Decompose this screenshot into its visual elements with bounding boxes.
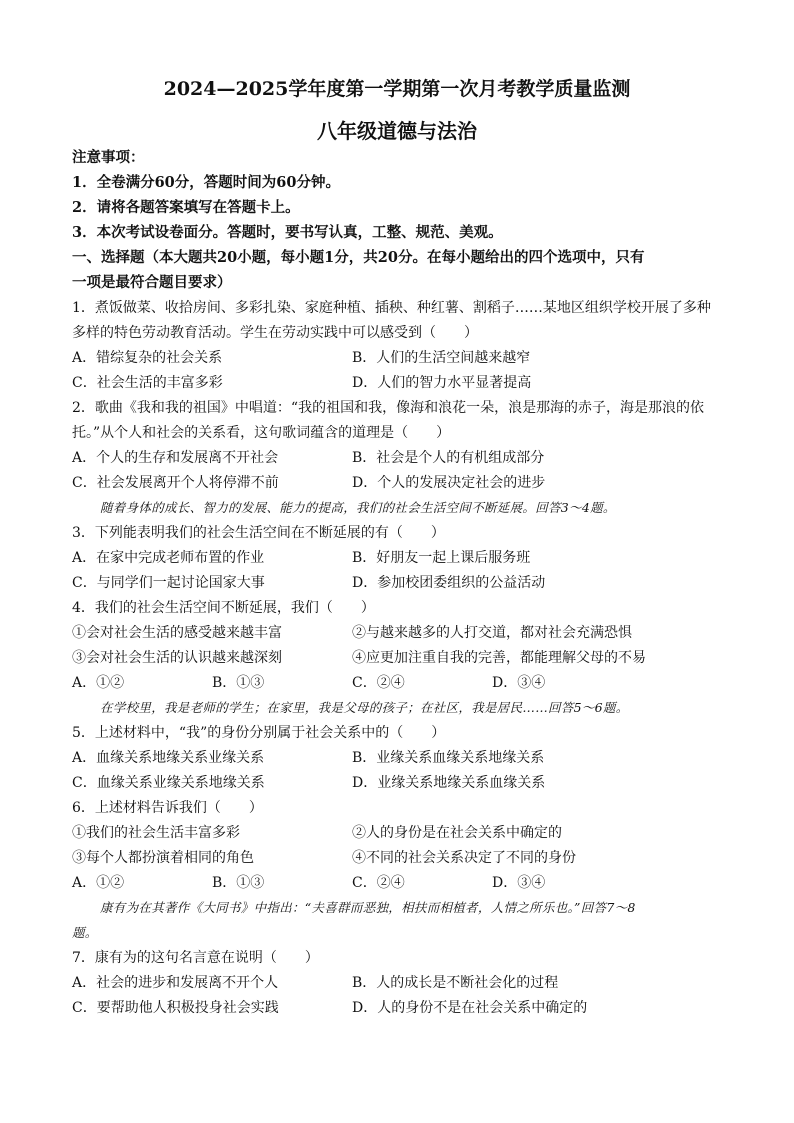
material-5-6: 在学校里，我是老师的学生；在家里，我是父母的孩子；在社区，我是居民……回答5～6题。 bbox=[100, 700, 629, 715]
q6-statement-4: ④不同的社会关系决定了不同的身份 bbox=[352, 850, 576, 866]
q2-option-b: B．社会是个人的有机组成部分 bbox=[352, 450, 545, 466]
question-1-stem-cont: 多样的特色劳动教育活动。学生在劳动实践中可以感受到（ ） bbox=[72, 325, 478, 341]
q1-option-b: B．人们的生活空间越来越窄 bbox=[352, 350, 531, 366]
q2-option-c: C．社会发展离开个人将停滞不前 bbox=[72, 475, 279, 491]
note-item: 1．全卷满分60分，答题时间为60分钟。 bbox=[72, 174, 340, 191]
exam-title: 2024—2025学年度第一学期第一次月考教学质量监测 bbox=[163, 78, 631, 100]
q6-statement-3: ③每个人都扮演着相同的角色 bbox=[72, 850, 254, 866]
note-item: 2．请将各题答案填写在答题卡上。 bbox=[72, 199, 300, 216]
q1-option-c: C．社会生活的丰富多彩 bbox=[72, 375, 223, 391]
q6-option-d: D．③④ bbox=[492, 875, 546, 891]
q1-option-a: A．错综复杂的社会关系 bbox=[72, 350, 223, 366]
q7-option-c: C．要帮助他人积极投身社会实践 bbox=[72, 1000, 279, 1016]
question-3-stem: 3．下列能表明我们的社会生活空间在不断延展的有（ ） bbox=[72, 525, 445, 541]
q4-statement-2: ②与越来越多的人打交道，都对社会充满恐惧 bbox=[352, 625, 632, 641]
q6-option-b: B．①③ bbox=[212, 875, 265, 891]
q6-statement-1: ①我们的社会生活丰富多彩 bbox=[72, 825, 240, 841]
q3-option-b: B．好朋友一起上课后服务班 bbox=[352, 550, 531, 566]
exam-subject: 八年级道德与法治 bbox=[317, 119, 477, 143]
q7-option-b: B．人的成长是不断社会化的过程 bbox=[352, 975, 559, 991]
q4-statement-3: ③会对社会生活的认识越来越深刻 bbox=[72, 650, 282, 666]
section-heading: 一、选择题（本大题共20小题，每小题1分，共20分。在每小题给出的四个选项中，只有 bbox=[72, 249, 645, 266]
section-heading-cont: 一项是最符合题目要求） bbox=[72, 274, 232, 291]
material-7-8: 康有为在其著作《大同书》中指出：“夫喜群而恶独，相扶而相植者，人情之所乐也。”回答7～8 bbox=[100, 900, 636, 915]
question-2-stem: 2．歌曲《我和我的祖国》中唱道：“我的祖国和我，像海和浪花一朵，浪是那海的赤子，海是那浪的依 bbox=[72, 400, 705, 416]
material-3-4: 随着身体的成长、智力的发展、能力的提高，我们的社会生活空间不断延展。回答3～4题。 bbox=[100, 500, 616, 515]
q4-statement-4: ④应更加注重自我的完善，都能理解父母的不易 bbox=[352, 650, 646, 666]
q3-option-d: D．参加校团委组织的公益活动 bbox=[352, 575, 546, 591]
q5-option-b: B．业缘关系血缘关系地缘关系 bbox=[352, 750, 545, 766]
q2-option-d: D．个人的发展决定社会的进步 bbox=[352, 475, 546, 491]
q6-option-c: C．②④ bbox=[352, 875, 405, 891]
question-4-stem: 4．我们的社会生活空间不断延展，我们（ ） bbox=[72, 600, 375, 616]
q2-option-a: A．个人的生存和发展离不开社会 bbox=[72, 450, 279, 466]
q6-statement-2: ②人的身份是在社会关系中确定的 bbox=[352, 825, 562, 841]
q5-option-a: A．血缘关系地缘关系业缘关系 bbox=[72, 750, 265, 766]
q3-option-a: A．在家中完成老师布置的作业 bbox=[72, 550, 265, 566]
question-6-stem: 6．上述材料告诉我们（ ） bbox=[72, 800, 263, 816]
q6-option-a: A．①② bbox=[72, 875, 125, 891]
q4-option-d: D．③④ bbox=[492, 675, 546, 691]
q5-option-c: C．血缘关系业缘关系地缘关系 bbox=[72, 775, 265, 791]
q4-option-c: C．②④ bbox=[352, 675, 405, 691]
notes-heading: 注意事项： bbox=[72, 149, 145, 166]
q4-statement-1: ①会对社会生活的感受越来越丰富 bbox=[72, 625, 282, 641]
question-1-stem: 1．煮饭做菜、收拾房间、多彩扎染、家庭种植、插秧、种红薯、割稻子……某地区组织学校开展了多种 bbox=[72, 300, 711, 316]
q3-option-c: C．与同学们一起讨论国家大事 bbox=[72, 575, 265, 591]
q5-option-d: D．业缘关系地缘关系血缘关系 bbox=[352, 775, 546, 791]
material-7-8-cont: 题。 bbox=[72, 925, 98, 940]
question-2-stem-cont: 托。”从个人和社会的关系看，这句歌词蕴含的道理是（ ） bbox=[72, 425, 451, 441]
note-item: 3．本次考试设卷面分。答题时，要书写认真，工整、规范、美观。 bbox=[72, 224, 503, 241]
question-7-stem: 7．康有为的这句名言意在说明（ ） bbox=[72, 950, 319, 966]
q7-option-d: D．人的身份不是在社会关系中确定的 bbox=[352, 1000, 588, 1016]
q4-option-b: B．①③ bbox=[212, 675, 265, 691]
question-5-stem: 5．上述材料中，“我”的身份分别属于社会关系中的（ ） bbox=[72, 725, 446, 741]
q7-option-a: A．社会的进步和发展离不开个人 bbox=[72, 975, 279, 991]
q1-option-d: D．人们的智力水平显著提高 bbox=[352, 375, 532, 391]
q4-option-a: A．①② bbox=[72, 675, 125, 691]
